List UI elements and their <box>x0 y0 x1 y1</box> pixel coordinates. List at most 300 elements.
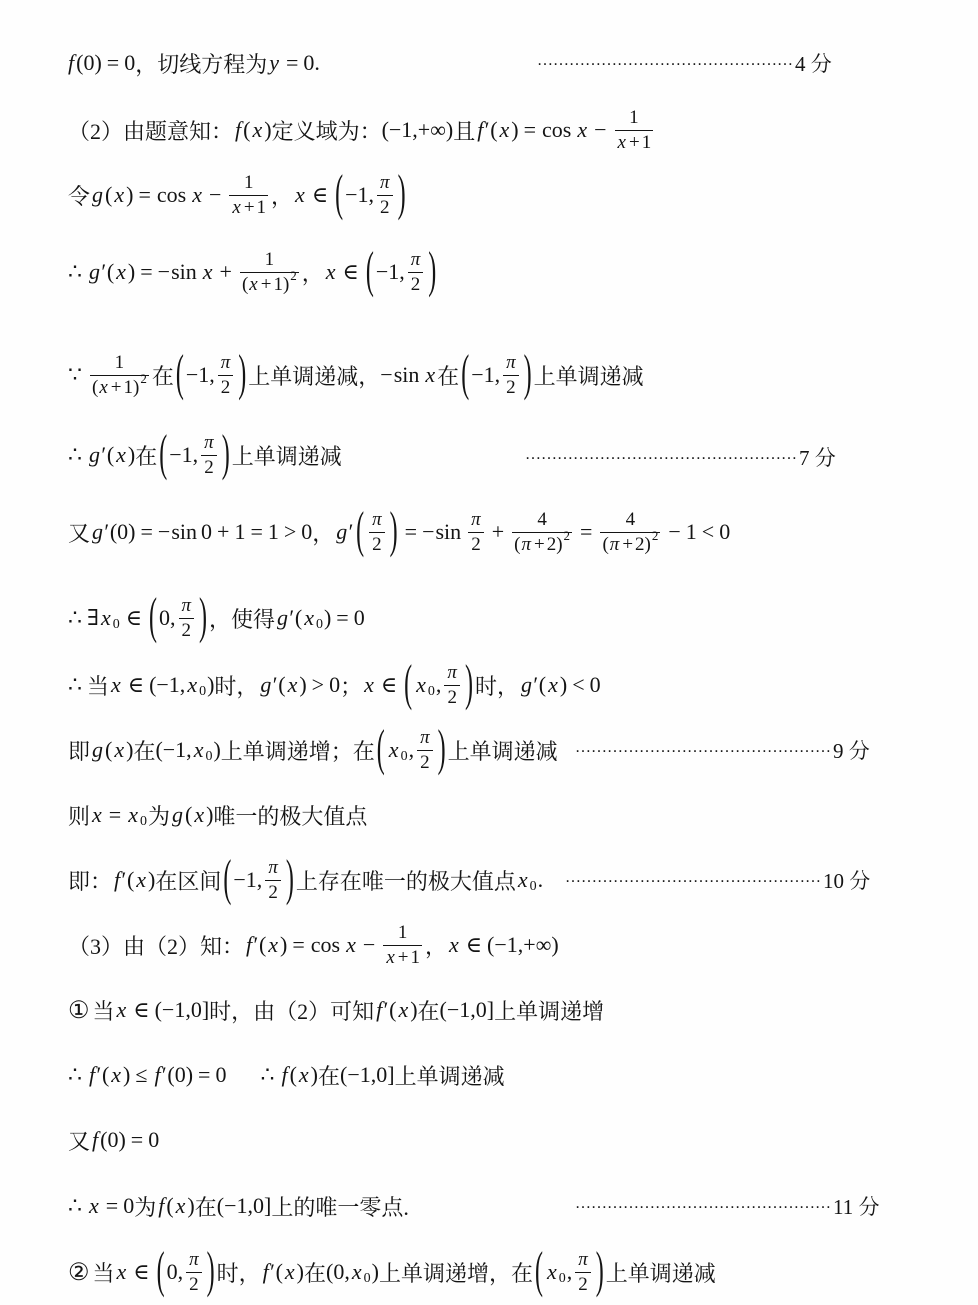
fraction-numerator <box>186 1249 202 1273</box>
math-italic: f <box>68 50 75 75</box>
text-run: 时， <box>216 1260 261 1286</box>
math-operator: = <box>105 1193 119 1218</box>
math-italic: x <box>425 362 436 387</box>
fraction-denominator <box>575 1273 591 1296</box>
fraction <box>468 509 484 556</box>
text-run: 0 <box>124 50 136 75</box>
large-paren: ) <box>523 347 532 403</box>
large-paren: ) <box>437 722 446 778</box>
text-run: − <box>157 259 171 284</box>
text-run: 上的唯一零点. <box>271 1194 409 1220</box>
text-run: 为 <box>147 803 170 829</box>
math-operator: = <box>580 519 593 544</box>
text-run: 0, <box>159 605 176 630</box>
large-paren: ) <box>389 504 398 560</box>
text-run: ( <box>106 442 115 467</box>
math-operator: = <box>108 802 122 827</box>
text-run: ( <box>289 1062 297 1087</box>
text-run: 2 <box>189 1273 199 1295</box>
text-run: ) <box>310 1062 318 1087</box>
math-italic: g′ <box>336 519 353 544</box>
text-run: 0 <box>589 672 601 697</box>
fraction <box>417 727 433 774</box>
large-paren: ) <box>428 244 437 300</box>
text-run: 在区间 <box>155 868 222 894</box>
text-run: 在 <box>417 998 440 1024</box>
text-run: 上单调递增；在 <box>220 738 375 764</box>
subscript: 0 <box>427 684 435 699</box>
text-run: ) <box>511 117 519 142</box>
large-paren: ( <box>404 657 413 713</box>
text-run: 1 <box>114 351 125 373</box>
text-run: − <box>380 362 393 387</box>
math-italic: x <box>548 672 558 697</box>
math-italic: x <box>175 1193 186 1218</box>
fraction-denominator <box>468 533 484 556</box>
large-paren: ( <box>365 244 374 300</box>
math-italic: π <box>609 533 620 555</box>
math-italic: x <box>99 376 108 398</box>
fraction-denominator <box>179 619 195 642</box>
text-run: 1 <box>397 921 408 943</box>
text-run: ( <box>166 1193 174 1218</box>
math-italic: f′ <box>477 117 489 142</box>
text-run: ) <box>323 605 332 630</box>
math-italic: x <box>111 672 121 697</box>
text-run: 0 <box>719 519 731 544</box>
solution-line <box>68 33 320 93</box>
text-run: 0 <box>201 519 213 544</box>
text-run: −1, <box>345 182 375 207</box>
fraction-numerator <box>377 172 393 196</box>
text-run: 2 <box>506 376 516 398</box>
math-operator: = <box>336 605 349 630</box>
text-run: − <box>422 519 435 544</box>
score-marker <box>575 1191 879 1221</box>
math-operator: + <box>110 376 122 398</box>
text-run: ， <box>271 183 294 209</box>
function-name: sin <box>171 259 197 284</box>
solution-line <box>68 720 558 780</box>
text-run: ) <box>187 1193 195 1218</box>
text-run: 1 <box>264 248 275 270</box>
fraction-numerator <box>218 352 234 376</box>
math-italic: π <box>521 533 531 555</box>
text-run: ) <box>126 737 134 762</box>
text-run: ，使得 <box>209 606 276 632</box>
large-paren: ( <box>461 347 470 403</box>
math-operator: > <box>283 519 297 544</box>
fraction-denominator <box>186 1273 202 1296</box>
fraction-denominator <box>503 376 519 399</box>
math-operator: ∈ <box>133 997 150 1022</box>
math-italic: x <box>268 932 279 957</box>
fraction-numerator <box>503 352 519 376</box>
text-run: ( <box>275 1259 283 1284</box>
math-italic: x <box>193 737 204 762</box>
text-run: 即 <box>68 738 91 764</box>
score-leader: ………………………………………… <box>575 1195 831 1212</box>
math-italic: x <box>617 131 626 153</box>
fraction <box>512 509 572 556</box>
fraction-numerator <box>369 509 385 533</box>
text-run: 上单调递减， <box>248 363 381 389</box>
text-run: ) <box>296 1259 304 1284</box>
math-italic: f <box>281 1062 288 1087</box>
solution-line <box>68 850 543 910</box>
text-run: (0) <box>167 1062 194 1087</box>
math-italic: x <box>249 273 258 295</box>
fraction-numerator <box>575 1249 591 1273</box>
text-run: 2 <box>578 1273 588 1295</box>
text-run: ) <box>280 932 288 957</box>
text-run: 当 <box>92 1260 115 1286</box>
fraction-numerator <box>417 727 433 751</box>
fraction <box>615 107 654 154</box>
text-run: 当 <box>92 998 115 1024</box>
math-operator: − <box>208 182 222 207</box>
text-run: (−1,0] <box>154 997 210 1022</box>
math-italic: x <box>351 1259 362 1284</box>
math-operator: + <box>628 131 640 153</box>
math-italic: π <box>268 856 278 878</box>
fraction <box>240 249 299 296</box>
large-paren: ) <box>397 167 406 223</box>
math-italic: g′ <box>89 259 105 284</box>
text-run: ) <box>206 802 214 827</box>
math-italic: f′ <box>89 1062 100 1087</box>
text-run: ) <box>207 672 215 697</box>
text-run: (−1,0] <box>439 997 495 1022</box>
fraction-denominator <box>408 273 424 296</box>
text-run: ) <box>299 672 307 697</box>
math-operator: ∈ <box>125 605 142 630</box>
superscript: 2 <box>651 527 659 543</box>
math-italic: x <box>111 1062 122 1087</box>
math-operator: = <box>138 182 151 207</box>
math-italic: f′ <box>376 997 388 1022</box>
math-operator: = <box>140 519 153 544</box>
fraction-denominator <box>265 881 281 904</box>
text-run: 又 <box>68 520 91 546</box>
text-run: ( <box>101 1062 110 1087</box>
math-italic: x <box>116 442 126 467</box>
text-run: ) <box>127 259 136 284</box>
text-run: 0 <box>123 1193 135 1218</box>
math-operator: ∈ <box>311 182 329 207</box>
math-italic: f <box>158 1193 165 1218</box>
large-paren: ( <box>335 167 344 223</box>
math-operator: ∴ <box>68 672 82 697</box>
math-italic: π <box>420 726 430 748</box>
score-leader: ………………………………………… <box>537 52 793 69</box>
text-run: 2 <box>220 376 231 398</box>
math-italic: x <box>287 672 298 697</box>
text-run: −1, <box>471 362 501 387</box>
text-run: 在 <box>151 363 174 389</box>
math-italic: π <box>471 508 481 530</box>
text-run: 1 <box>256 196 267 218</box>
score-marker <box>537 48 832 78</box>
math-italic: π <box>220 351 231 373</box>
math-italic: x <box>325 259 336 284</box>
text-run: ( <box>294 605 303 630</box>
fraction <box>201 432 217 479</box>
text-run: (−1,+∞) <box>487 932 559 957</box>
math-operator: ∵ <box>68 362 82 387</box>
math-italic: x <box>187 672 198 697</box>
fraction-numerator <box>179 595 195 619</box>
math-italic: x <box>295 182 305 207</box>
fraction <box>90 352 149 399</box>
text-run: 当 <box>87 673 110 699</box>
math-italic: x <box>100 605 111 630</box>
fraction-denominator <box>512 527 572 556</box>
text-run: ( <box>105 182 113 207</box>
math-italic: g <box>92 737 104 762</box>
math-operator: = <box>140 259 153 284</box>
text-run: 0 <box>353 605 365 630</box>
text-run: ) <box>213 737 221 762</box>
solution-line <box>68 1110 159 1170</box>
text-run: 在 <box>304 1260 327 1286</box>
math-italic: x <box>232 196 241 218</box>
text-run: 上单调递增，在 <box>378 1260 533 1286</box>
text-run: 2 <box>204 456 214 478</box>
math-italic: x <box>388 737 399 762</box>
text-run: ， <box>312 520 335 546</box>
solution-line <box>68 100 656 160</box>
text-run: −1, <box>169 442 199 467</box>
text-run: 0, <box>166 1259 184 1284</box>
text-run: 0 <box>215 1062 227 1087</box>
text-run: 在 <box>437 363 460 389</box>
fraction-denominator <box>240 267 299 296</box>
fraction <box>265 857 281 904</box>
math-italic: π <box>447 661 457 683</box>
text-run: 上存在唯一的极大值点 <box>295 868 516 894</box>
circled-number: ② <box>68 1259 90 1286</box>
math-italic: x <box>304 605 314 630</box>
fraction-denominator <box>417 751 433 774</box>
text-run: (−1, <box>155 737 192 762</box>
math-italic: π <box>578 1248 588 1270</box>
text-run: ，切线方程为 <box>135 51 268 77</box>
text-run: (0) <box>109 519 136 544</box>
subscript: 0 <box>529 879 537 894</box>
subscript: 0 <box>315 617 323 632</box>
large-paren: ( <box>175 347 184 403</box>
text-run: 1 <box>243 171 254 193</box>
text-run: −1, <box>233 867 263 892</box>
score-points: 7 分 <box>799 446 836 470</box>
math-operator: ∈ <box>465 932 483 957</box>
large-paren: ( <box>356 504 365 560</box>
function-name: cos <box>542 117 572 142</box>
solution-line <box>68 588 365 648</box>
math-italic: f <box>235 117 242 142</box>
large-paren: ) <box>595 1244 604 1300</box>
text-run: 2 <box>420 751 430 773</box>
math-italic: π <box>204 431 214 453</box>
math-italic: g′ <box>92 519 108 544</box>
fraction <box>369 509 385 556</box>
math-italic: f′ <box>154 1062 166 1087</box>
text-run: 1 <box>641 131 652 153</box>
text-run: 2 <box>372 533 382 555</box>
text-run: ( <box>126 867 135 892</box>
fraction-denominator <box>600 527 660 556</box>
solution-line <box>68 1242 716 1302</box>
fraction <box>444 662 460 709</box>
text-run: 0. <box>303 50 320 75</box>
fraction-numerator <box>383 922 422 946</box>
text-run: − <box>157 519 171 544</box>
large-paren: ( <box>376 722 385 778</box>
math-italic: x <box>114 737 125 762</box>
math-italic: x <box>116 1259 127 1284</box>
math-italic: g′ <box>520 672 537 697</box>
text-run: ∃ <box>87 605 99 630</box>
math-operator: − <box>362 932 376 957</box>
fraction-numerator <box>265 857 281 881</box>
text-run: 时，由（2）可知 <box>209 998 375 1024</box>
math-operator: = <box>285 50 299 75</box>
solution-line <box>68 1045 505 1105</box>
text-run: −1, <box>375 259 405 284</box>
fraction-denominator <box>383 946 422 969</box>
fraction <box>503 352 519 399</box>
text-run: ( <box>92 376 99 398</box>
text-run: ) <box>644 533 651 555</box>
text-run: 2 <box>471 533 481 555</box>
math-operator: ∴ <box>68 1193 82 1218</box>
math-italic: x <box>298 1062 309 1087</box>
fraction <box>408 249 424 296</box>
circled-number: ① <box>68 997 90 1024</box>
subscript: 0 <box>558 1271 566 1286</box>
math-italic: x <box>92 802 102 827</box>
math-italic: x <box>116 259 126 284</box>
math-operator: − <box>594 117 607 142</box>
solution-line <box>68 345 644 405</box>
fraction-numerator <box>444 662 460 686</box>
text-run: 1 <box>123 376 133 398</box>
math-italic: π <box>410 248 421 270</box>
math-operator: + <box>219 259 232 284</box>
math-italic: x <box>202 259 213 284</box>
text-run: 2 <box>447 686 457 708</box>
math-italic: x <box>252 117 263 142</box>
math-operator: − <box>668 519 681 544</box>
math-italic: x <box>136 867 147 892</box>
subscript: 0 <box>205 749 213 764</box>
text-run: , <box>408 737 415 762</box>
function-name: cos <box>310 932 341 957</box>
large-paren: ( <box>149 590 157 646</box>
solution-line <box>68 980 604 1040</box>
text-run: 上单调递减 <box>533 363 644 389</box>
fraction-denominator <box>444 686 460 709</box>
text-run: , <box>566 1259 573 1284</box>
text-run: 1 <box>410 946 420 968</box>
math-operator: ∴ <box>68 442 82 467</box>
math-italic: x <box>284 1259 295 1284</box>
math-italic: x <box>128 802 138 827</box>
math-italic: f′ <box>262 1259 274 1284</box>
text-run: 在 <box>133 738 156 764</box>
fraction <box>600 509 660 556</box>
fraction <box>186 1249 202 1296</box>
text-run: ( <box>278 672 286 697</box>
math-operator: > <box>311 672 325 697</box>
score-points: 9 分 <box>833 739 870 763</box>
solution-line <box>68 242 438 302</box>
fraction <box>383 922 422 969</box>
math-operator: = <box>198 1062 211 1087</box>
text-run: 1 <box>685 519 697 544</box>
subscript: 0 <box>199 684 207 699</box>
math-operator: ∴ <box>68 605 82 630</box>
fraction-denominator <box>615 131 654 154</box>
fraction-numerator <box>615 107 654 131</box>
math-italic: π <box>506 351 516 373</box>
text-run: (−1,+∞) <box>381 117 454 142</box>
text-run: 0 <box>301 519 313 544</box>
score-leader: ………………………………………… <box>565 869 821 886</box>
text-run: 且 <box>453 118 476 144</box>
fraction-numerator <box>408 249 424 273</box>
text-run: ， <box>424 933 447 959</box>
text-run: ( <box>514 533 521 555</box>
text-run: 1 <box>273 273 283 295</box>
text-run: 上单调递减 <box>394 1063 505 1089</box>
text-run: ) <box>148 867 156 892</box>
math-italic: x <box>448 932 459 957</box>
text-run: ， <box>301 260 324 286</box>
math-operator: = <box>250 519 263 544</box>
text-run: ( <box>389 997 397 1022</box>
text-run: （2）由题意知： <box>68 118 234 144</box>
math-operator: ∴ <box>68 259 82 284</box>
fraction-denominator <box>369 533 385 556</box>
function-name: sin <box>435 519 462 544</box>
math-italic: x <box>546 1259 557 1284</box>
text-run: ( <box>184 802 193 827</box>
math-italic: x <box>577 117 588 142</box>
math-italic: x <box>364 672 374 697</box>
math-italic: x <box>499 117 510 142</box>
text-run: ； <box>340 673 363 699</box>
text-run: 0 <box>148 1127 160 1152</box>
large-paren: ) <box>221 427 230 483</box>
math-italic: x <box>89 1193 99 1218</box>
text-run: , <box>435 672 442 697</box>
subscript: 0 <box>363 1271 371 1286</box>
score-marker <box>525 442 836 472</box>
subscript: 0 <box>400 749 408 764</box>
function-name: sin <box>171 519 198 544</box>
math-operator: < <box>701 519 715 544</box>
fraction-numerator <box>468 509 484 533</box>
large-paren: ) <box>199 590 208 646</box>
score-points: 10 分 <box>823 869 871 893</box>
fraction <box>218 352 234 399</box>
large-paren: ( <box>534 1244 543 1300</box>
math-operator: ≤ <box>135 1062 148 1087</box>
function-name: sin <box>393 362 420 387</box>
fraction-denominator <box>218 376 234 399</box>
